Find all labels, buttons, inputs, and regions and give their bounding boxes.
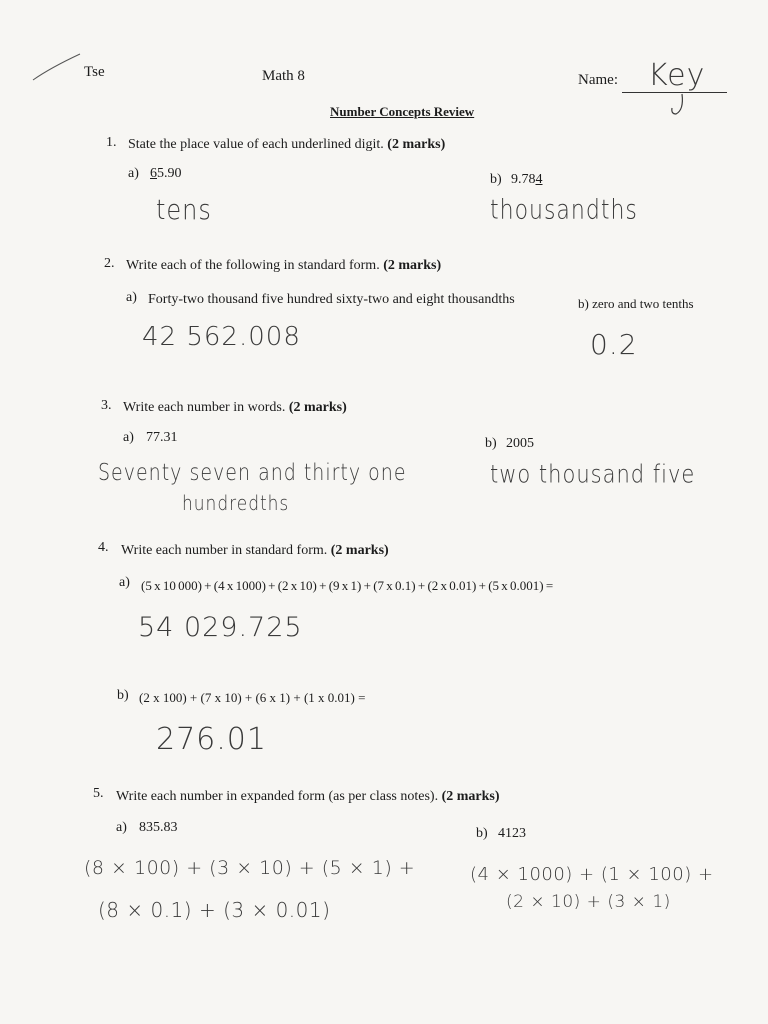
q5b-answer-line1: (4 × 1000) + (1 × 100) + bbox=[470, 864, 714, 885]
course-title: Math 8 bbox=[262, 68, 305, 84]
q3-prompt-text: Write each number in words. bbox=[123, 400, 286, 415]
q1-number: 1. bbox=[106, 135, 117, 150]
q5b-label: b) bbox=[476, 826, 488, 841]
q5-prompt bbox=[116, 789, 500, 805]
name-answer-tail bbox=[668, 92, 690, 118]
q5-marks: (2 marks) bbox=[441, 789, 500, 804]
q1a-answer: tens bbox=[156, 193, 212, 227]
q2-prompt-text: Write each of the following in standard form. bbox=[126, 258, 380, 273]
q5a-text: 835.83 bbox=[139, 820, 178, 835]
q5-number: 5. bbox=[93, 786, 104, 801]
q2-number: 2. bbox=[104, 256, 115, 271]
q5a-answer-line1: (8 × 100) + (3 × 10) + (5 × 1) + bbox=[84, 857, 416, 879]
q2a-label: a) bbox=[126, 290, 137, 305]
q2b-answer: 0.2 bbox=[590, 328, 638, 361]
q3b-text: 2005 bbox=[506, 436, 534, 451]
q5b-answer-line2: (2 × 10) + (3 × 1) bbox=[506, 892, 671, 912]
q3a-text: 77.31 bbox=[146, 430, 178, 445]
pen-mark-icon bbox=[30, 50, 86, 84]
q1a-label: a) bbox=[128, 166, 139, 181]
q5b-text: 4123 bbox=[498, 826, 526, 841]
page-title: Number Concepts Review bbox=[330, 104, 475, 119]
q5-prompt-text: Write each number in expanded form (as per class notes). bbox=[116, 789, 439, 804]
q5a-label: a) bbox=[116, 820, 127, 835]
name-label: Name: bbox=[578, 72, 618, 88]
q1b-prefix: 9.78 bbox=[511, 172, 536, 187]
q3b-answer: two thousand five bbox=[490, 459, 696, 489]
q3-prompt bbox=[123, 400, 347, 416]
q1-prompt bbox=[128, 137, 445, 153]
q2a-answer: 42 562.008 bbox=[142, 322, 301, 352]
q3a-answer-line1: Seventy seven and thirty one bbox=[98, 459, 407, 487]
q4-marks: (2 marks) bbox=[330, 543, 389, 558]
q4-number: 4. bbox=[98, 540, 109, 555]
q3b-label: b) bbox=[485, 436, 497, 451]
q4a-label: a) bbox=[119, 575, 130, 590]
q1b-number bbox=[511, 172, 543, 188]
q4a-answer: 54 029.725 bbox=[138, 612, 303, 643]
q4b-label: b) bbox=[117, 688, 129, 703]
q3a-answer-line2: hundredths bbox=[182, 492, 290, 516]
q1a-underlined-digit: 6 bbox=[150, 166, 157, 181]
q1b-label: b) bbox=[490, 172, 502, 187]
q4b-expression: (2 x 100) + (7 x 10) + (6 x 1) + (1 x 0.01) = bbox=[139, 690, 366, 705]
q1-marks: (2 marks) bbox=[387, 137, 446, 152]
q2b-text: b) zero and two tenths bbox=[578, 296, 694, 311]
q1a-number bbox=[150, 166, 182, 182]
q3-number: 3. bbox=[101, 398, 112, 413]
q3-marks: (2 marks) bbox=[288, 400, 347, 415]
q2-prompt bbox=[126, 258, 441, 274]
q4b-answer: 276.01 bbox=[156, 722, 267, 757]
teacher-name: Tse bbox=[84, 64, 105, 80]
q2a-text: Forty-two thousand five hundred sixty-two and eight thousandths bbox=[148, 292, 515, 307]
q4-prompt bbox=[121, 543, 389, 559]
q3a-label: a) bbox=[123, 430, 134, 445]
q1b-underlined-digit: 4 bbox=[535, 172, 543, 187]
name-answer: Key bbox=[648, 58, 706, 93]
q4a-expression: (5 x 10 000) + (4 x 1000) + (2 x 10) + (9 x 1) + (7 x 0.1) + (2 x 0.01) + (5 x 0.001) = bbox=[141, 578, 554, 593]
q2-marks: (2 marks) bbox=[383, 258, 442, 273]
q1-prompt-text: State the place value of each underlined digit. bbox=[128, 137, 384, 152]
q4-prompt-text: Write each number in standard form. bbox=[121, 543, 328, 558]
q1a-rest: 5.90 bbox=[157, 166, 182, 181]
q1b-answer: thousandths bbox=[490, 195, 638, 226]
q5a-answer-line2: (8 × 0.1) + (3 × 0.01) bbox=[98, 898, 331, 922]
